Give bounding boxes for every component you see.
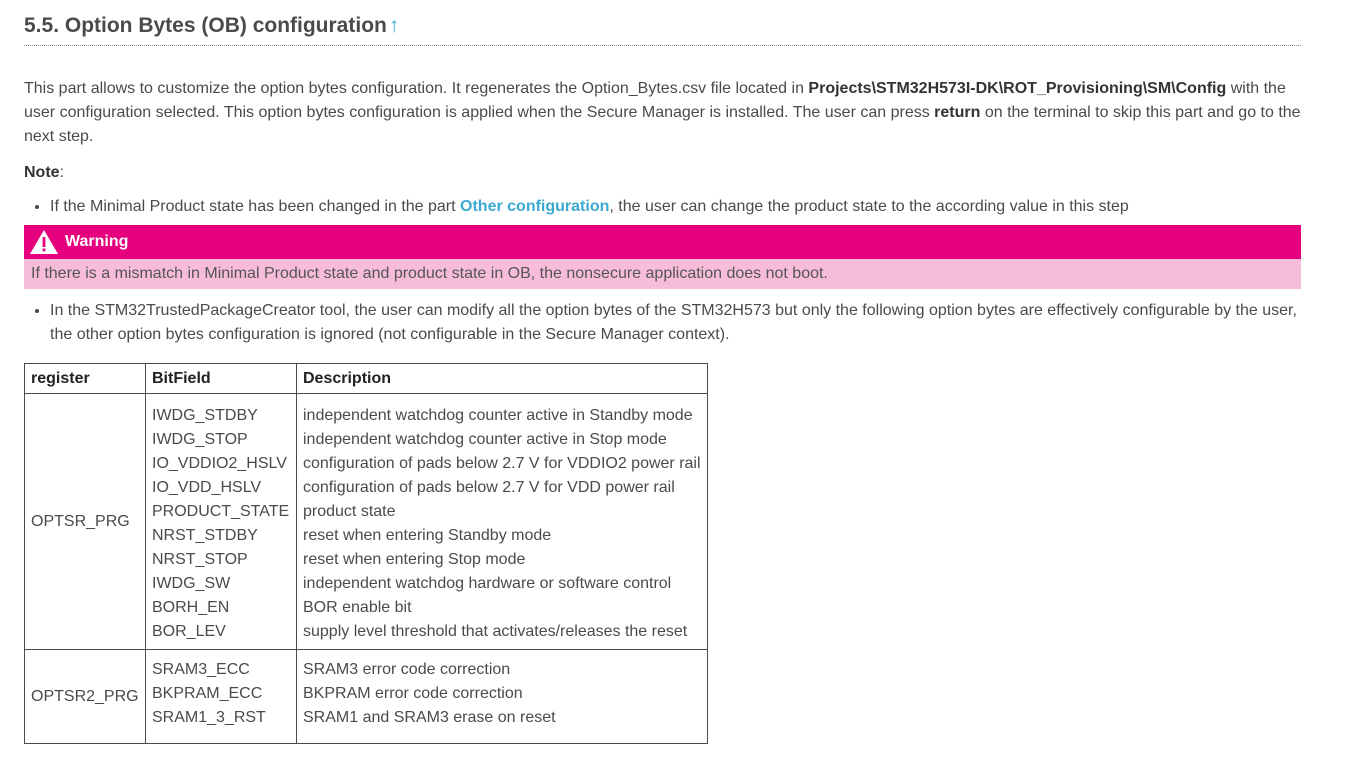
- note-label: [24, 161, 1301, 185]
- table-row: [25, 394, 708, 650]
- register-cell: OPTSR2_PRG: [25, 650, 146, 744]
- description: BOR enable bit: [303, 599, 412, 616]
- intro-text-3: on the terminal to skip this part and go to the next step.: [24, 104, 1301, 145]
- description: independent watchdog counter active in Standby mode: [303, 407, 693, 424]
- description: SRAM3 error code correction: [303, 661, 511, 678]
- description: reset when entering Standby mode: [303, 527, 552, 544]
- register-cell: OPTSR_PRG: [25, 394, 146, 650]
- bitfield-cell: [146, 650, 297, 744]
- back-to-top-arrow-icon[interactable]: ↑: [388, 14, 400, 37]
- content: [24, 0, 1301, 744]
- warning-header: [24, 225, 1301, 259]
- description-cell: [297, 394, 708, 650]
- bitfield: BOR_LEV: [152, 623, 226, 640]
- section-heading: [24, 0, 1301, 46]
- intro-text-1: This part allows to customize the option bytes configuration. It regenerates the Option_Bytes.csv file located in: [24, 80, 809, 97]
- bitfield: IWDG_SW: [152, 575, 231, 592]
- col-header-description: Description: [297, 364, 708, 394]
- bitfield: BORH_EN: [152, 599, 230, 616]
- description: reset when entering Stop mode: [303, 551, 526, 568]
- list-item: • In the STM32TrustedPackageCreator tool, the user can modify all the option bytes of the STM32H573 but only the following option bytes are effectively configurable by the user, the other option bytes configuration is ignored (not configurable in the Secure Manager context).: [50, 299, 1301, 347]
- return-keyword: return: [934, 104, 981, 121]
- col-header-bitfield: BitField: [146, 364, 297, 394]
- warning-triangle-icon: [29, 229, 59, 255]
- bullet1-text-1: If the Minimal Product state has been changed in the part: [50, 198, 461, 215]
- warning-box: [24, 225, 1301, 289]
- note-colon: :: [59, 164, 65, 181]
- intro-paragraph: [24, 77, 1301, 149]
- description: supply level threshold that activates/releases the reset: [303, 623, 688, 640]
- bitfield-cell: [146, 394, 297, 650]
- section-heading-text: 5.5. Option Bytes (OB) configuration: [24, 14, 387, 37]
- description: independent watchdog hardware or software control: [303, 575, 672, 592]
- col-header-register: register: [25, 364, 146, 394]
- bitfield: SRAM3_ECC: [152, 661, 250, 678]
- warning-message: If there is a mismatch in Minimal Product state and product state in OB, the nonsecure application does not boot.: [24, 259, 1301, 289]
- bitfield: SRAM1_3_RST: [152, 709, 266, 726]
- description: configuration of pads below 2.7 V for VDDIO2 power rail: [303, 455, 701, 472]
- note-list: [24, 195, 1301, 219]
- bitfield: IWDG_STOP: [152, 431, 248, 448]
- bitfield: IO_VDD_HSLV: [152, 479, 262, 496]
- bitfield: BKPRAM_ECC: [152, 685, 263, 702]
- description: product state: [303, 503, 396, 520]
- warning-title: Warning: [65, 233, 129, 250]
- description: BKPRAM error code correction: [303, 685, 523, 702]
- description: independent watchdog counter active in Stop mode: [303, 431, 667, 448]
- bitfield: PRODUCT_STATE: [152, 503, 290, 520]
- bitfield: NRST_STDBY: [152, 527, 258, 544]
- description: configuration of pads below 2.7 V for VDD power rail: [303, 479, 675, 496]
- bullet1-text-2: , the user can change the product state to the according value in this step: [609, 198, 1129, 215]
- option-bytes-table: [24, 363, 708, 744]
- description: SRAM1 and SRAM3 erase on reset: [303, 709, 556, 726]
- description-cell: [297, 650, 708, 744]
- note-label-text: Note: [24, 164, 60, 181]
- bitfield: IWDG_STDBY: [152, 407, 258, 424]
- bitfield: NRST_STOP: [152, 551, 248, 568]
- table-header-row: [25, 364, 708, 394]
- table-row: [25, 650, 708, 744]
- config-path: Projects\STM32H573I-DK\ROT_Provisioning\SM\Config: [808, 80, 1227, 97]
- tool-list: [24, 299, 1301, 347]
- bitfield: IO_VDDIO2_HSLV: [152, 455, 287, 472]
- other-configuration-link[interactable]: Other configuration: [460, 198, 610, 215]
- list-item: [50, 195, 1301, 219]
- intro-text-2: with the user configuration selected. This option bytes configuration is applied when the Secure Manager is installed. The user can press: [24, 80, 1286, 121]
